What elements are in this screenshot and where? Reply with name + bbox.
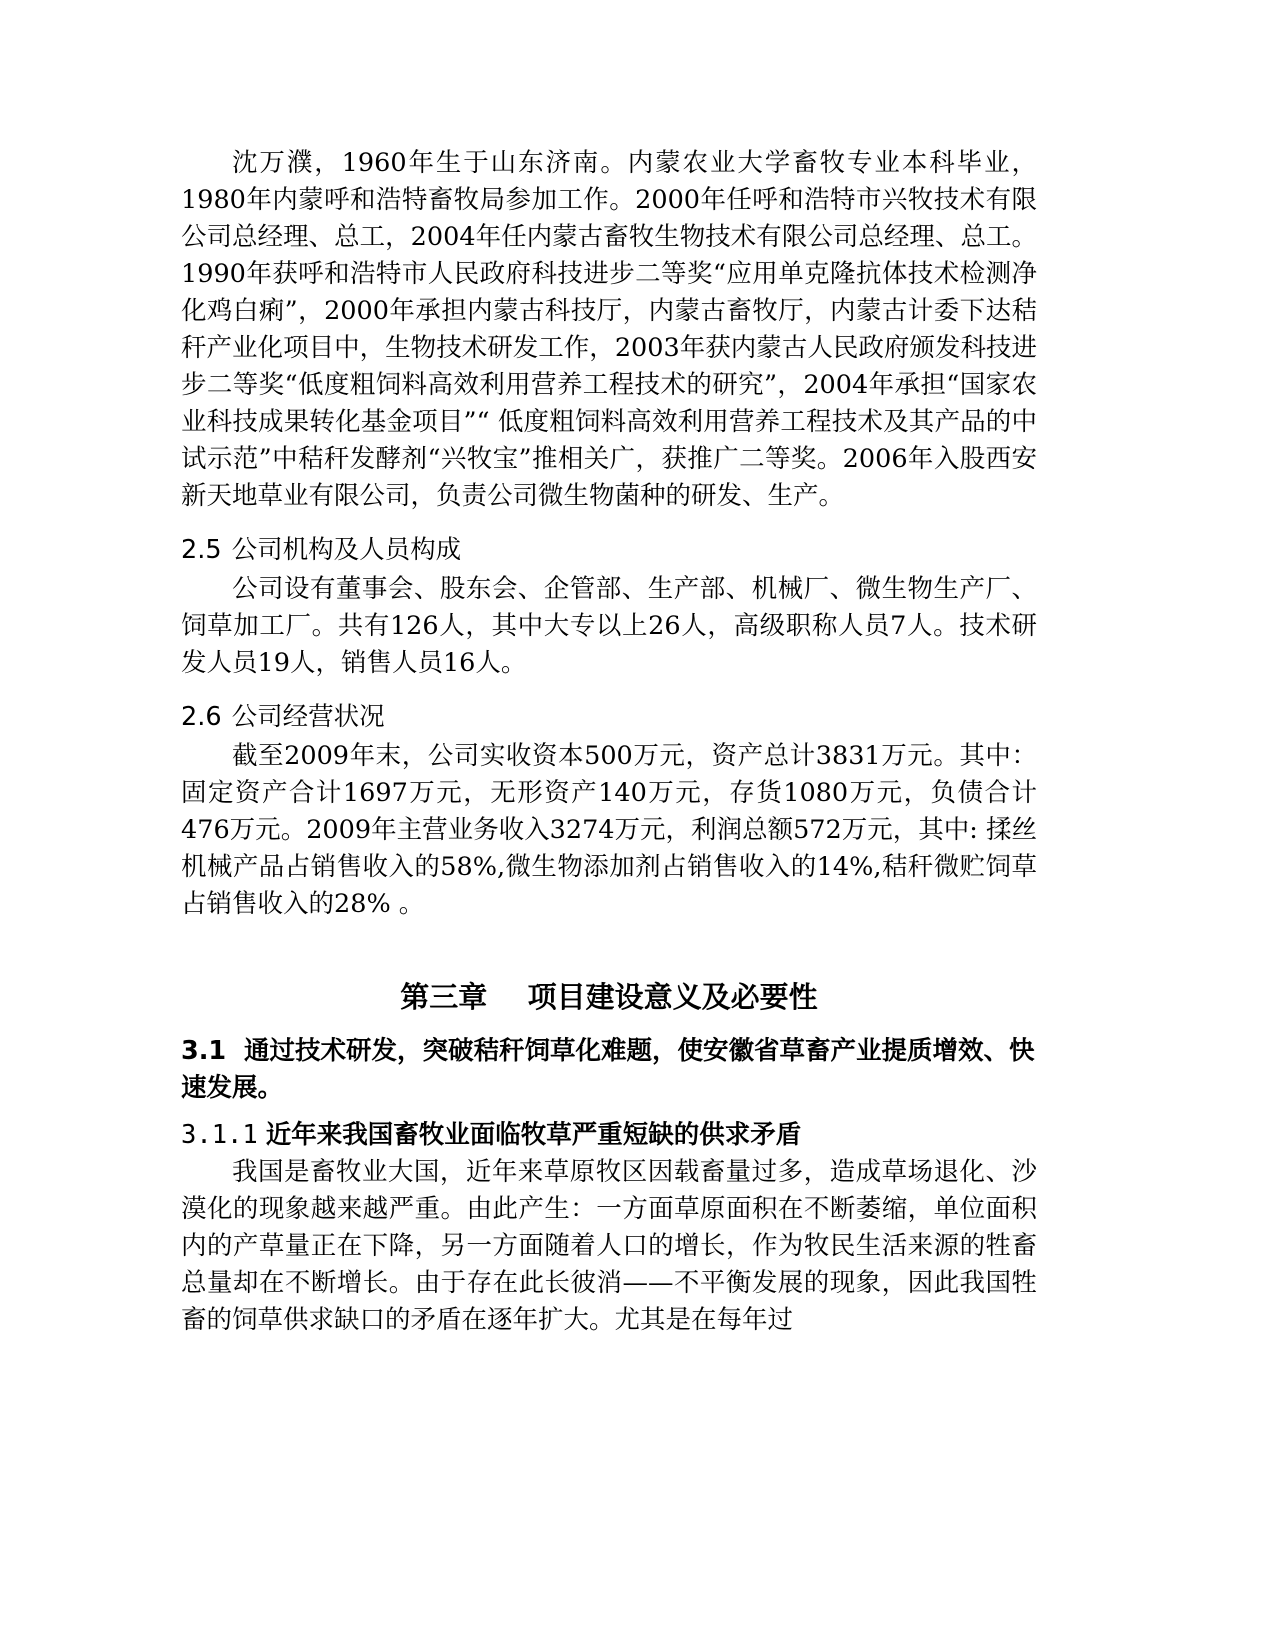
section-2-6-title: 公司经营状况 <box>231 702 385 732</box>
section-2-5-number: 2.5 <box>181 535 222 565</box>
section-2-6-number: 2.6 <box>181 702 222 732</box>
section-2-5-paragraph: 公司设有董事会、股东会、企管部、生产部、机械厂、微生物生产厂、饲草加工厂。共有126人，其中大专以上26人，高级职称人员7人。技术研发人员19人，销售人员16人。 <box>181 574 1037 678</box>
section-2-5-heading <box>181 532 1037 569</box>
bio-paragraph: 沈万濮，1960年生于山东济南。内蒙农业大学畜牧专业本科毕业，1980年内蒙呼和浩特畜牧局参加工作。2000年任呼和浩特市兴牧技术有限公司总经理、总工，2004年任内蒙古畜牧生物技术有限公司总经理、总工。1990年获呼和浩特市人民政府科技进步二等奖“应用单克隆抗体技术检测净化鸡白痢”，2000年承担内蒙古科技厅，内蒙古畜牧厅，内蒙古计委下达秸秆产业化项目中，生物技术研发工作，2003年获内蒙古人民政府颁发科技进步二等奖“低度粗饲料高效利用营养工程技术的研究”，2004年承担“国家农业科技成果转化基金项目”“ 低度粗饲料高效利用营养工程技术及其产品的中试示范”中秸秆发酵剂“兴牧宝”推相关广，获推广二等奖。2006年入股西安新天地草业有限公司，负责公司微生物菌种的研发、生产。 <box>181 148 1037 511</box>
section-2-6-heading <box>181 699 1037 736</box>
section-3-1-number: 3.1 <box>181 1036 227 1066</box>
section-3-1-1-paragraph: 我国是畜牧业大国，近年来草原牧区因载畜量过多，造成草场退化、沙漠化的现象越来越严重。由此产生：一方面草原面积在不断萎缩，单位面积内的产草量正在下降，另一方面随着人口的增长，作为牧民生活来源的牲畜总量却在不断增长。由于存在此长彼消——不平衡发展的现象，因此我国牲畜的饲草供求缺口的矛盾在逐年扩大。尤其是在每年过 <box>181 1157 1037 1335</box>
section-2-5-title: 公司机构及人员构成 <box>231 535 462 565</box>
section-3-1-1-heading <box>181 1117 1037 1154</box>
section-3-1-1-title: 近年来我国畜牧业面临牧草严重短缺的供求矛盾 <box>265 1120 802 1150</box>
section-3-1-title: 通过技术研发，突破秸秆饲草化难题，使安徽省草畜产业提质增效、快速发展。 <box>181 1036 1035 1103</box>
chapter-title: 第三章 项目建设意义及必要性 <box>400 980 818 1014</box>
section-2-6-paragraph: 截至2009年末，公司实收资本500万元，资产总计3831万元。其中：固定资产合计1697万元，无形资产140万元，存货1080万元，负债合计476万元。2009年主营业务收入3274万元，利润总额572万元，其中: 揉丝机械产品占销售收入的58%,微生物添加剂占销售收入的14%,秸秆微贮饲草占销售收入的28% 。 <box>181 741 1037 919</box>
section-3-1-heading <box>181 1033 1037 1107</box>
page-content <box>181 145 1037 1339</box>
section-3-1-1-number: 3.1.1 <box>181 1120 258 1150</box>
